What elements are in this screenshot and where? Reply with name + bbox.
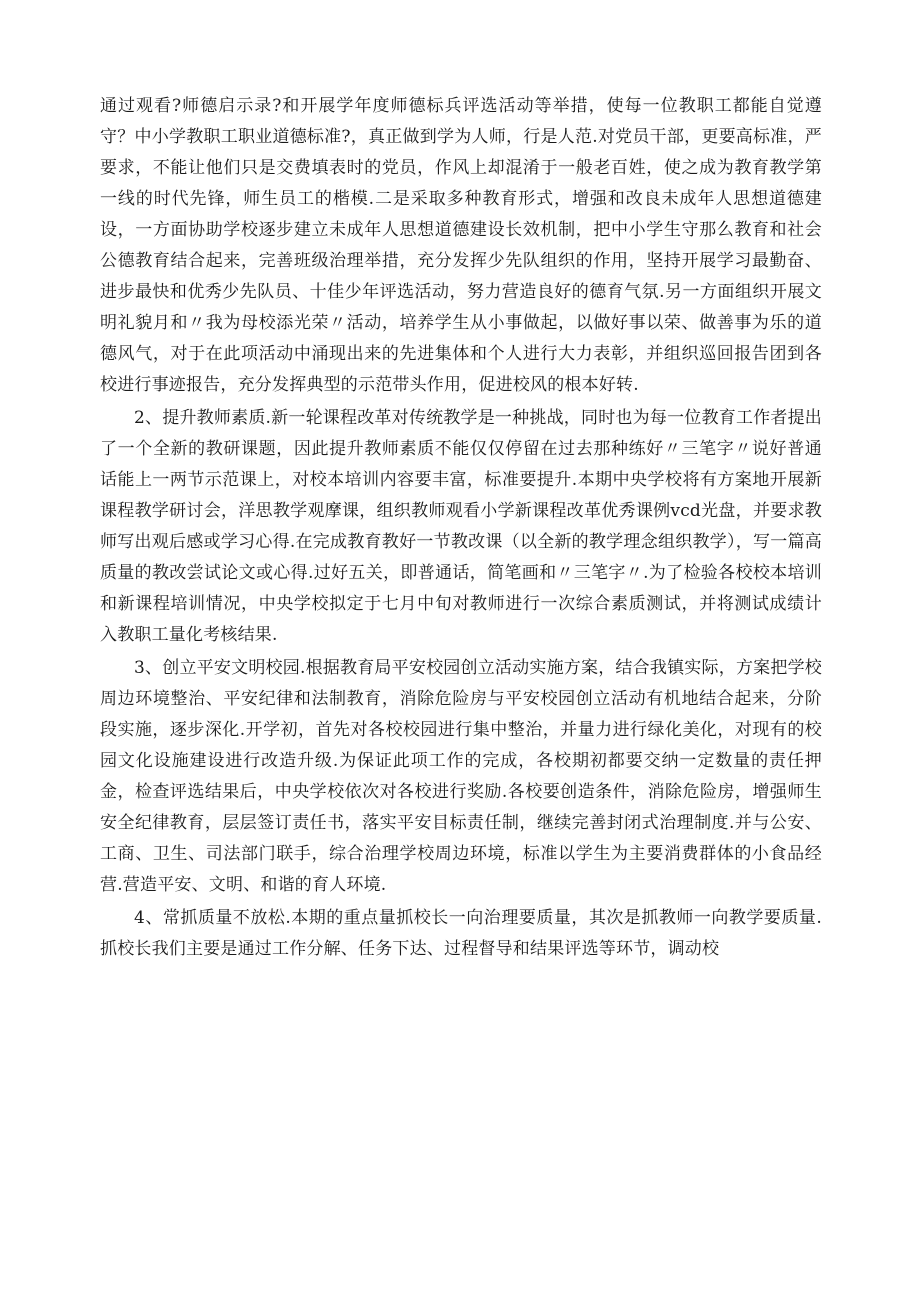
- paragraph-continuation: 通过观看?师德启示录?和开展学年度师德标兵评选活动等举措，使每一位教职工都能自觉遵守？中小学教职工职业道德标准?，真正做到学为人师，行是人范.对党员干部，更要高标准，严要求，不能让他们只是交费填表时的党员，作风上却混淆于一般老百姓，使之成为教育教学第一线的时代先锋，师生员工的楷模.二是采取多种教育形式，增强和改良未成年人思想道德建设，一方面协助学校逐步建立未成年人思想道德建设长效机制，把中小学生守那么教育和社会公德教育结合起来，完善班级治理举措，充分发挥少先队组织的作用，坚持开展学习最勤奋、进步最快和优秀少先队员、十佳少年评选活动，努力营造良好的德育气氛.另一方面组织开展文明礼貌月和〃我为母校添光荣〃活动，培养学生从小事做起，以做好事以荣、做善事为乐的道德风气，对于在此项活动中涌现出来的先进集体和个人进行大力表彰，并组织巡回报告团到各校进行事迹报告，充分发挥典型的示范带头作用，促进校风的根本好转.: [100, 96, 822, 395]
- paragraph-quality-focus: 4、常抓质量不放松.本期的重点量抓校长一向治理要质量，其次是抓教师一向教学要质量.抓校长我们主要是通过工作分解、任务下达、过程督导和结果评选等环节，调动校: [100, 908, 822, 959]
- document-body: [100, 91, 822, 967]
- paragraph-teacher-quality: 2、提升教师素质.新一轮课程改革对传统教学是一种挑战，同时也为每一位教育工作者提出了一个全新的教研课题，因此提升教师素质不能仅仅停留在过去那种练好〃三笔字〃说好普通话能上一两节示范课上，对校本培训内容要丰富，标准要提升.本期中央学校将有方案地开展新课程教学研讨会，洋思教学观摩课，组织教师观看小学新课程改革优秀课例vcd光盘，并要求教师写出观后感或学习心得.在完成教育教好一节教改课（以全新的教学理念组织教学），写一篇高质量的教改尝试论文或心得.过好五关，即普通话，简笔画和〃三笔字〃.为了检验各校校本培训和新课程培训情况，中央学校拟定于七月中旬对教师进行一次综合素质测试，并将测试成绩计入教职工量化考核结果.: [100, 408, 822, 645]
- paragraph-safe-campus: 3、创立平安文明校园.根据教育局平安校园创立活动实施方案，结合我镇实际，方案把学校周边环境整治、平安纪律和法制教育，消除危险房与平安校园创立活动有机地结合起来，分阶段实施，逐步深化.开学初，首先对各校校园进行集中整治，并量力进行绿化美化，对现有的校园文化设施建设进行改造升级.为保证此项工作的完成，各校期初都要交纳一定数量的责任押金，检查评选结果后，中央学校依次对各校进行奖励.各校要创造条件，消除危险房，增强师生安全纪律教育，层层签订责任书，落实平安目标责任制，继续完善封闭式治理制度.并与公安、工商、卫生、司法部门联手，综合治理学校周边环境，标准以学生为主要消费群体的小食品经营.营造平安、文明、和谐的育人环境.: [100, 658, 822, 895]
